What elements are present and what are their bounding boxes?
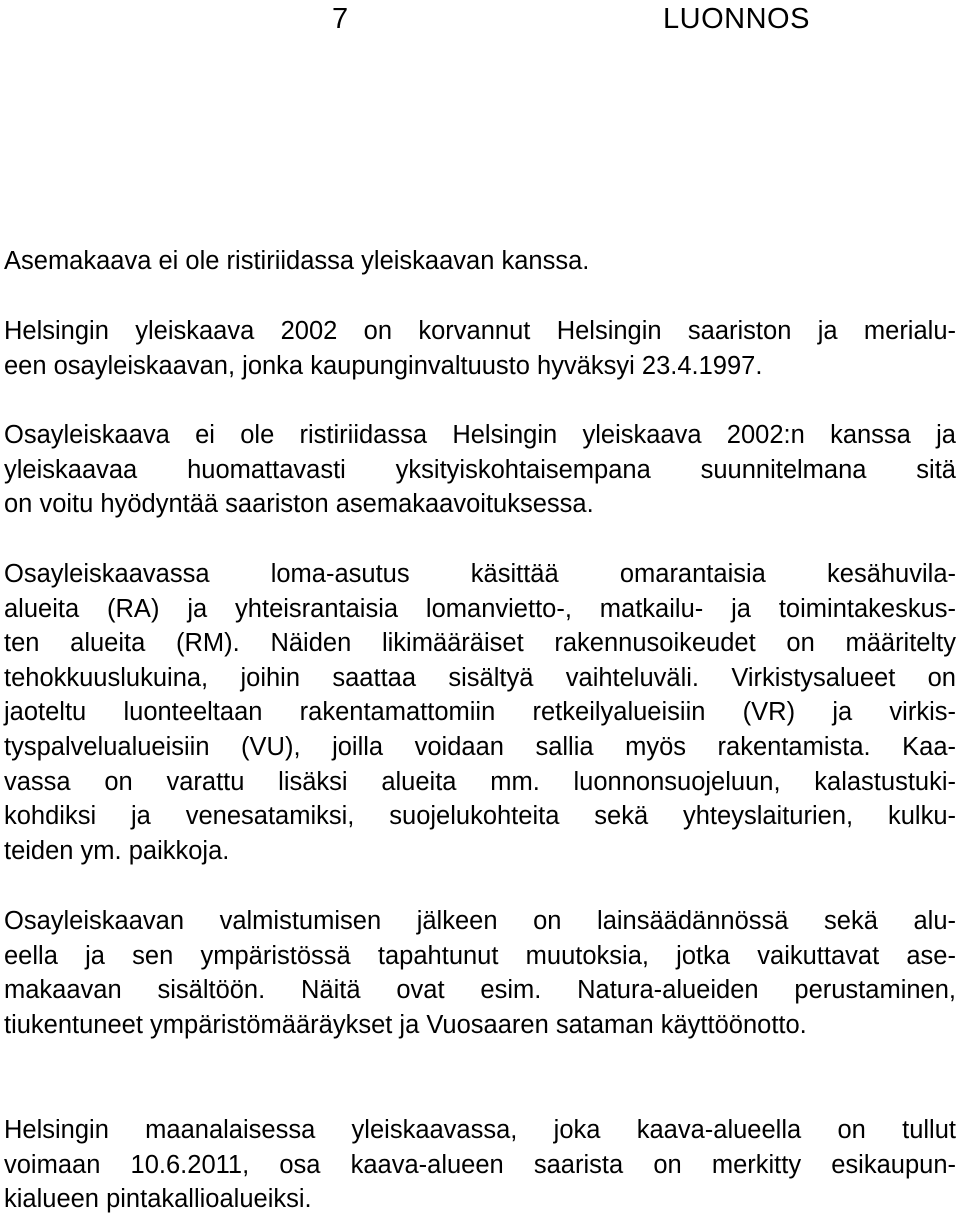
paragraph-line: yleiskaavaa huomattavasti yksityiskohtaisempana suunnitelmana sitä (4, 455, 956, 484)
paragraph-partial-plan-conformity (4, 418, 956, 522)
paragraph-line: een osayleiskaavan, jonka kaupunginvaltuusto hyväksyi 23.4.1997. (4, 351, 763, 380)
paragraph-line: Asemakaava ei ole ristiriidassa yleiskaavan kanssa. (4, 247, 590, 275)
paragraph-line: on voitu hyödyntää saariston asemakaavoituksessa. (4, 490, 594, 519)
paragraph-land-use-designations (4, 557, 956, 868)
paragraph-line: Osayleiskaava ei ole ristiriidassa Helsingin yleiskaava 2002:n kanssa ja (4, 421, 956, 449)
paragraph-general-plan-2002 (4, 314, 956, 383)
paragraph-line: makaavan sisältöön. Näitä ovat esim. Natura-alueiden perustaminen, (4, 976, 956, 1005)
paragraph-line: ten alueita (RM). Näiden likimääräiset rakennusoikeudet on määritelty (4, 629, 956, 658)
page-header (0, 0, 960, 40)
paragraph-line: alueita (RA) ja yhteisrantaisia lomanvietto-, matkailu- ja toimintakeskus- (4, 594, 956, 623)
paragraph-line: Helsingin maanalaisessa yleiskaavassa, joka kaava-alueella on tullut (4, 1116, 956, 1144)
paragraph-line: vassa on varattu lisäksi alueita mm. luonnonsuojeluun, kalastustuki- (4, 767, 956, 796)
paragraph-line: tehokkuuslukuina, joihin saattaa sisältyä vaihteluväli. Virkistysalueet on (4, 663, 956, 692)
paragraph-line: Osayleiskaavan valmistumisen jälkeen on lainsäädännössä sekä alu- (4, 907, 956, 935)
paragraph-changes-since-plan (4, 904, 956, 1042)
page-number: 7 (332, 3, 349, 35)
paragraph-line: teiden ym. paikkoja. (4, 836, 230, 865)
paragraph-plan-conformity (4, 244, 956, 279)
paragraph-line: kohdiksi ja venesatamiksi, suojelukohteita sekä yhteyslaiturien, kulku- (4, 802, 956, 831)
draft-label: LUONNOS (663, 3, 810, 35)
paragraph-line: kialueen pintakallioalueiksi. (4, 1185, 312, 1214)
paragraph-line: tiukentuneet ympäristömääräykset ja Vuosaaren sataman käyttöönotto. (4, 1010, 807, 1039)
paragraph-line: tyspalvelualueisiin (VU), joilla voidaan sallia myös rakentamista. Kaa- (4, 732, 956, 761)
paragraph-line: voimaan 10.6.2011, osa kaava-alueen saarista on merkitty esikaupun- (4, 1150, 956, 1179)
paragraph-line: eella ja sen ympäristössä tapahtunut muutoksia, jotka vaikuttavat ase- (4, 941, 956, 970)
paragraph-line: Helsingin yleiskaava 2002 on korvannut Helsingin saariston ja merialu- (4, 317, 956, 345)
paragraph-underground-plan (4, 1113, 956, 1217)
paragraph-line: jaoteltu luonteeltaan rakentamattomiin retkeilyalueisiin (VR) ja virkis- (4, 698, 956, 727)
paragraph-line: Osayleiskaavassa loma-asutus käsittää omarantaisia kesähuvila- (4, 560, 956, 588)
